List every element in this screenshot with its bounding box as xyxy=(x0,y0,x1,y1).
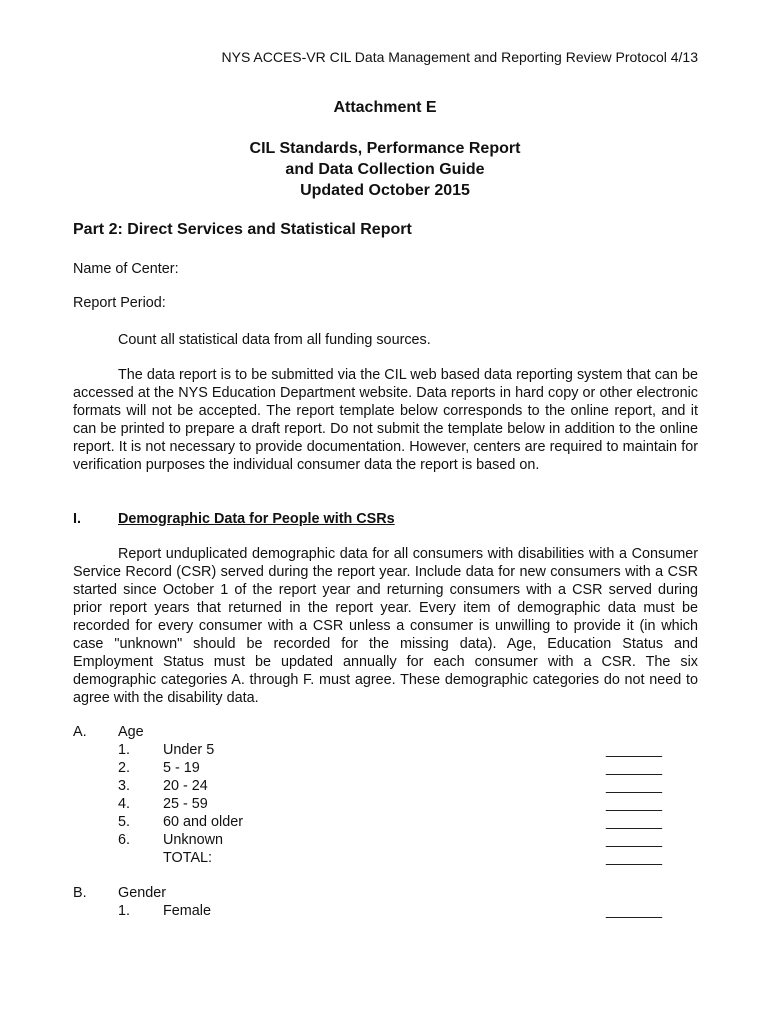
item-number: 2. xyxy=(118,760,131,776)
item-number: 1. xyxy=(118,742,131,758)
age-heading-row xyxy=(73,723,698,741)
item-number: 1. xyxy=(118,903,131,919)
age-item-row xyxy=(73,777,698,795)
title-line-3: Updated October 2015 xyxy=(300,182,470,199)
item-label: 25 - 59 xyxy=(163,796,208,812)
age-item-row xyxy=(73,795,698,813)
item-blank: _______ xyxy=(605,814,662,830)
item-blank: _______ xyxy=(605,796,662,812)
item-blank: _______ xyxy=(605,742,662,758)
page-header: NYS ACCES-VR CIL Data Management and Reporting Review Protocol 4/13 xyxy=(221,49,698,65)
name-of-center-label: Name of Center: xyxy=(73,261,179,277)
item-blank: _______ xyxy=(605,903,662,919)
section-number: I. xyxy=(73,511,81,527)
item-label: 60 and older xyxy=(163,814,244,830)
item-label: 20 - 24 xyxy=(163,778,208,794)
part-title: Part 2: Direct Services and Statistical Report xyxy=(73,221,412,238)
title-block xyxy=(0,97,770,201)
gender-block xyxy=(73,884,698,920)
item-label: 5 - 19 xyxy=(163,760,200,776)
age-total-row xyxy=(73,849,698,867)
item-label: Under 5 xyxy=(163,742,215,758)
item-label: Unknown xyxy=(163,832,223,848)
item-blank: _______ xyxy=(605,832,662,848)
gender-heading: Gender xyxy=(118,885,166,901)
age-item-row xyxy=(73,759,698,777)
submission-paragraph: The data report is to be submitted via the CIL web based data reporting system that can be accessed at the NYS Education Department website. Data reports in hard copy or other electronic formats will not be accepted. The report template below corresponds to the online report, and it can be printed to prepare a draft report. Do not submit the template below in addition to the online report. It is not necessary to provide documentation. However, centers are required to maintain for verification purposes the individual consumer data the report is based on. xyxy=(73,367,698,473)
demographic-paragraph: Report unduplicated demographic data for all consumers with disabilities with a Consumer Service Record (CSR) served during the report year. Include data for new consumers with a CSR started since October 1 of the report year and returning consumers with a CSR served during prior report years that returned in the report year. Every item of demographic data must be recorded for every consumer with a CSR unless a consumer is unwilling to provide it (in which case "unknown" should be recorded for the missing data). Age, Education Status and Employment Status must be updated annually for each consumer with a CSR. The six demographic categories A. through F. must agree. These demographic categories do not need to agree with the disability data. xyxy=(73,546,698,706)
count-paragraph: Count all statistical data from all funding sources. xyxy=(118,332,431,348)
section-heading xyxy=(73,510,395,528)
gender-letter: B. xyxy=(73,885,87,901)
age-block xyxy=(73,723,698,867)
item-number: 5. xyxy=(118,814,131,830)
age-heading: Age xyxy=(118,724,144,740)
item-number: 4. xyxy=(118,796,131,812)
total-label: TOTAL: xyxy=(163,850,213,866)
age-item-row xyxy=(73,813,698,831)
item-number: 6. xyxy=(118,832,131,848)
item-number: 3. xyxy=(118,778,131,794)
gender-item-row xyxy=(73,902,698,920)
gender-heading-row xyxy=(73,884,698,902)
item-blank: _______ xyxy=(605,760,662,776)
title-line-2: and Data Collection Guide xyxy=(285,161,485,178)
item-blank: _______ xyxy=(605,778,662,794)
report-period-label: Report Period: xyxy=(73,295,166,311)
title-line-1: CIL Standards, Performance Report xyxy=(249,140,521,157)
total-blank: _______ xyxy=(605,850,662,866)
age-item-row xyxy=(73,741,698,759)
item-label: Female xyxy=(163,903,211,919)
age-letter: A. xyxy=(73,724,87,740)
age-item-row xyxy=(73,831,698,849)
section-title: Demographic Data for People with CSRs xyxy=(118,511,395,527)
attachment-title: Attachment E xyxy=(333,99,437,116)
